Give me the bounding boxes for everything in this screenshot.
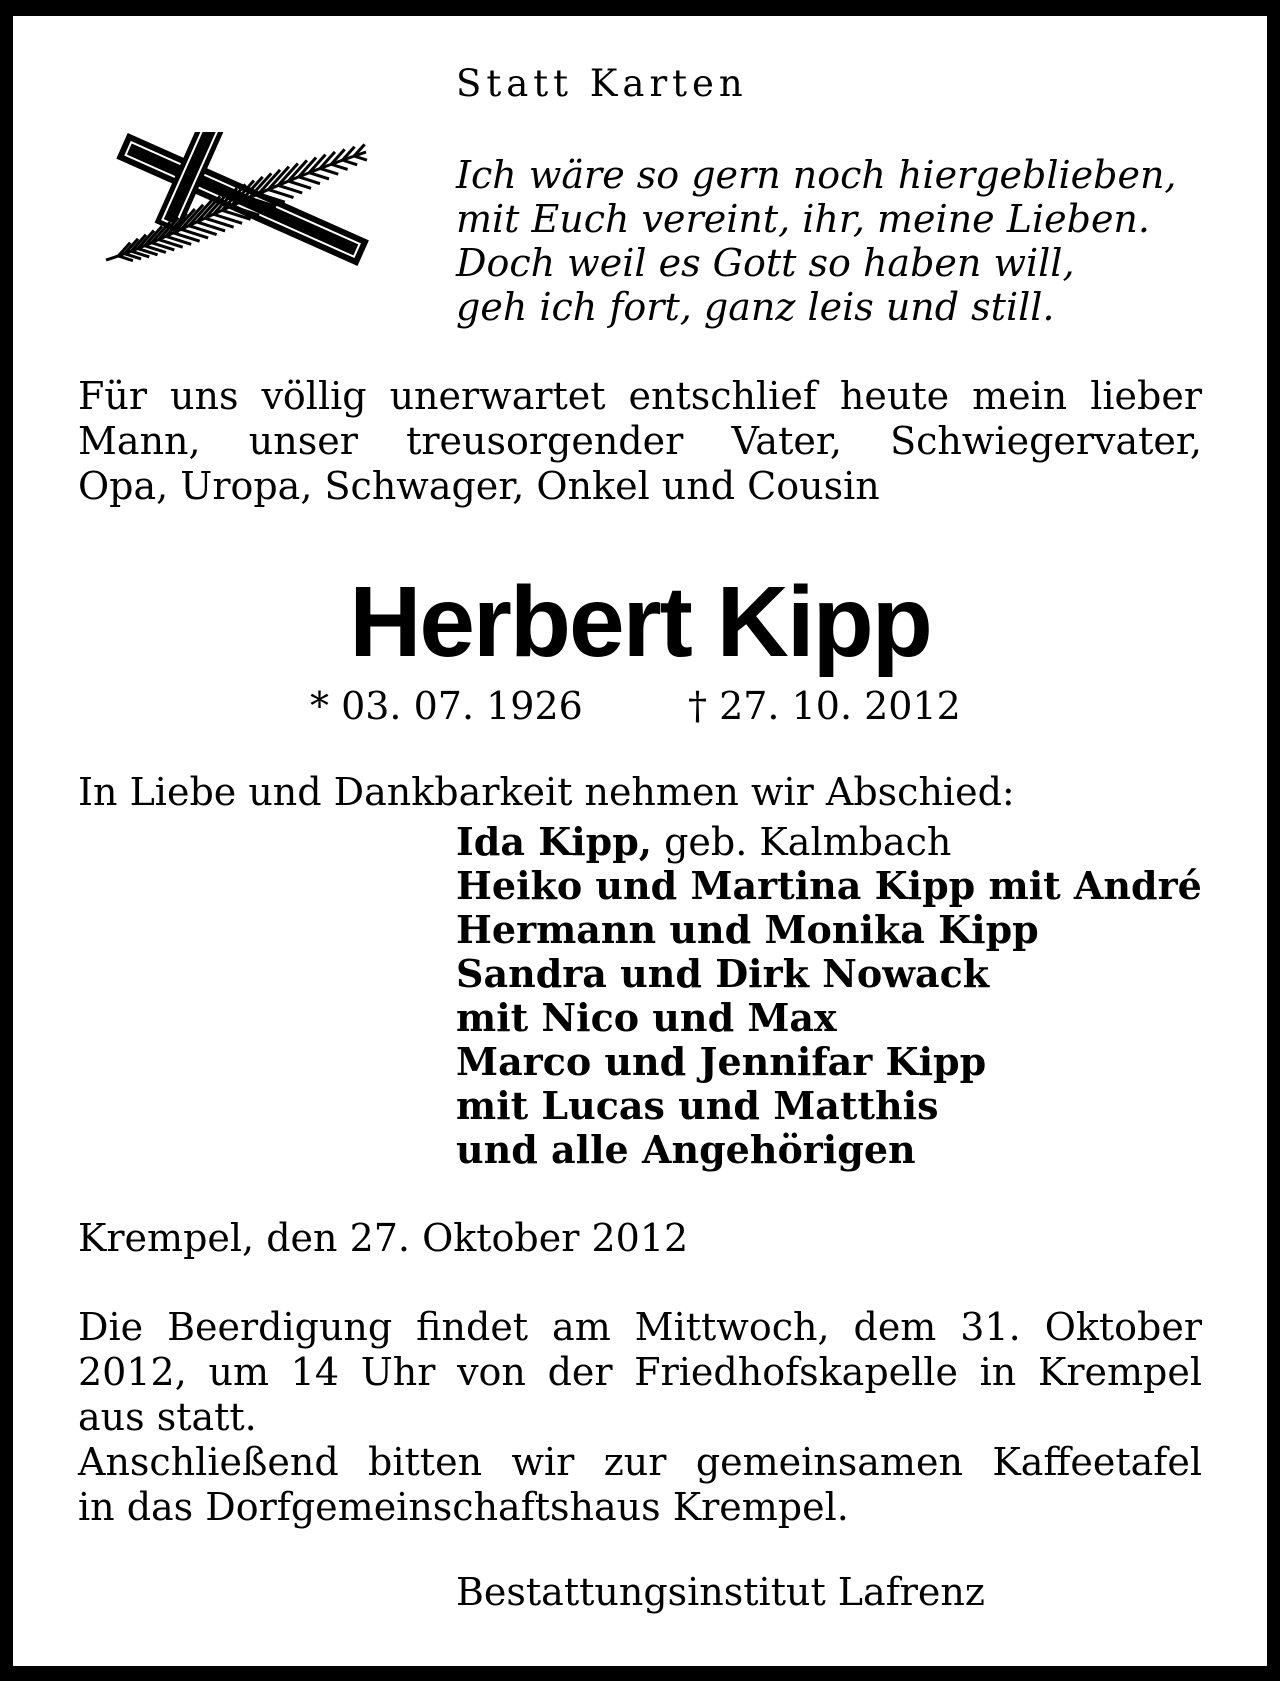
family-line <box>456 1084 1202 1128</box>
frond-leaf <box>331 164 347 169</box>
family-name-suffix: geb. Kalmbach <box>652 820 952 864</box>
poem-verse <box>456 153 1177 329</box>
family-name-bold: Sandra und Dirk Nowack <box>456 951 990 996</box>
frond-leaf <box>354 156 367 160</box>
frond-leaf <box>320 168 338 174</box>
poem-line: mit Euch vereint, ihr, meine Lieben. <box>456 197 1150 241</box>
death-date: † 27. 10. 2012 <box>688 684 961 728</box>
cross-with-palm-frond-icon <box>96 132 376 272</box>
family-name-bold: mit Nico und Max <box>456 995 837 1040</box>
frond-leaf <box>343 160 358 165</box>
family-line <box>456 996 1202 1040</box>
family-name-bold: Hermann und Monika Kipp <box>456 907 1039 952</box>
frond-leaf <box>278 185 302 193</box>
intro-line: Für uns völlig unerwartet entschlief heute mein lieber <box>78 374 1202 418</box>
family-name-bold: Ida Kipp, <box>456 819 653 864</box>
funeral-line: 2012, um 14 Uhr von der Friedhofskapelle in Krempel <box>78 1350 1202 1394</box>
family-list <box>456 820 1202 1172</box>
intro-paragraph <box>78 374 1202 509</box>
family-line <box>456 1040 1202 1084</box>
poem-line: Ich wäre so gern noch hiergeblieben, <box>456 153 1177 197</box>
intro-line: Opa, Uropa, Schwager, Onkel und Cousin <box>78 464 880 508</box>
funeral-line: aus statt. <box>78 1395 257 1439</box>
family-line <box>456 1128 1202 1172</box>
family-line <box>456 864 1202 908</box>
intro-line: Mann, unser treusorgender Vater, Schwiegervater, <box>78 419 1202 463</box>
frond-leaf <box>309 173 329 179</box>
undertaker-name: Bestattungsinstitut Lafrenz <box>456 1570 985 1614</box>
frond-leaf <box>268 190 293 198</box>
family-name-bold: Heiko und Martina Kipp mit André <box>456 863 1202 908</box>
family-line <box>456 908 1202 952</box>
family-line <box>456 820 1202 864</box>
place-date: Krempel, den 27. Oktober 2012 <box>78 1216 689 1260</box>
family-name-bold: und alle Angehörigen <box>456 1127 916 1172</box>
poem-line: Doch weil es Gott so haben will, <box>456 241 1075 285</box>
funeral-line: in das Dorfgemeinschaftshaus Krempel. <box>78 1485 849 1529</box>
farewell-text: In Liebe und Dankbarkeit nehmen wir Abschied: <box>78 770 1015 814</box>
deceased-name: Herbert Kipp <box>349 566 931 678</box>
family-name-bold: mit Lucas und Matthis <box>456 1083 939 1128</box>
funeral-notice <box>78 1305 1202 1530</box>
birth-date: * 03. 07. 1926 <box>310 684 583 728</box>
frond-leaf <box>299 177 320 184</box>
funeral-line: Anschließend bitten wir zur gemeinsamen Kaffeetafel <box>78 1440 1202 1484</box>
header-text: Statt Karten <box>456 62 748 105</box>
family-line <box>456 952 1202 996</box>
poem-line: geh ich fort, ganz leis und still. <box>456 285 1055 329</box>
funeral-line: Die Beerdigung findet am Mittwoch, dem 31. Oktober <box>78 1305 1202 1349</box>
family-name-bold: Marco und Jennifar Kipp <box>456 1039 987 1084</box>
frond-leaf <box>288 181 311 188</box>
